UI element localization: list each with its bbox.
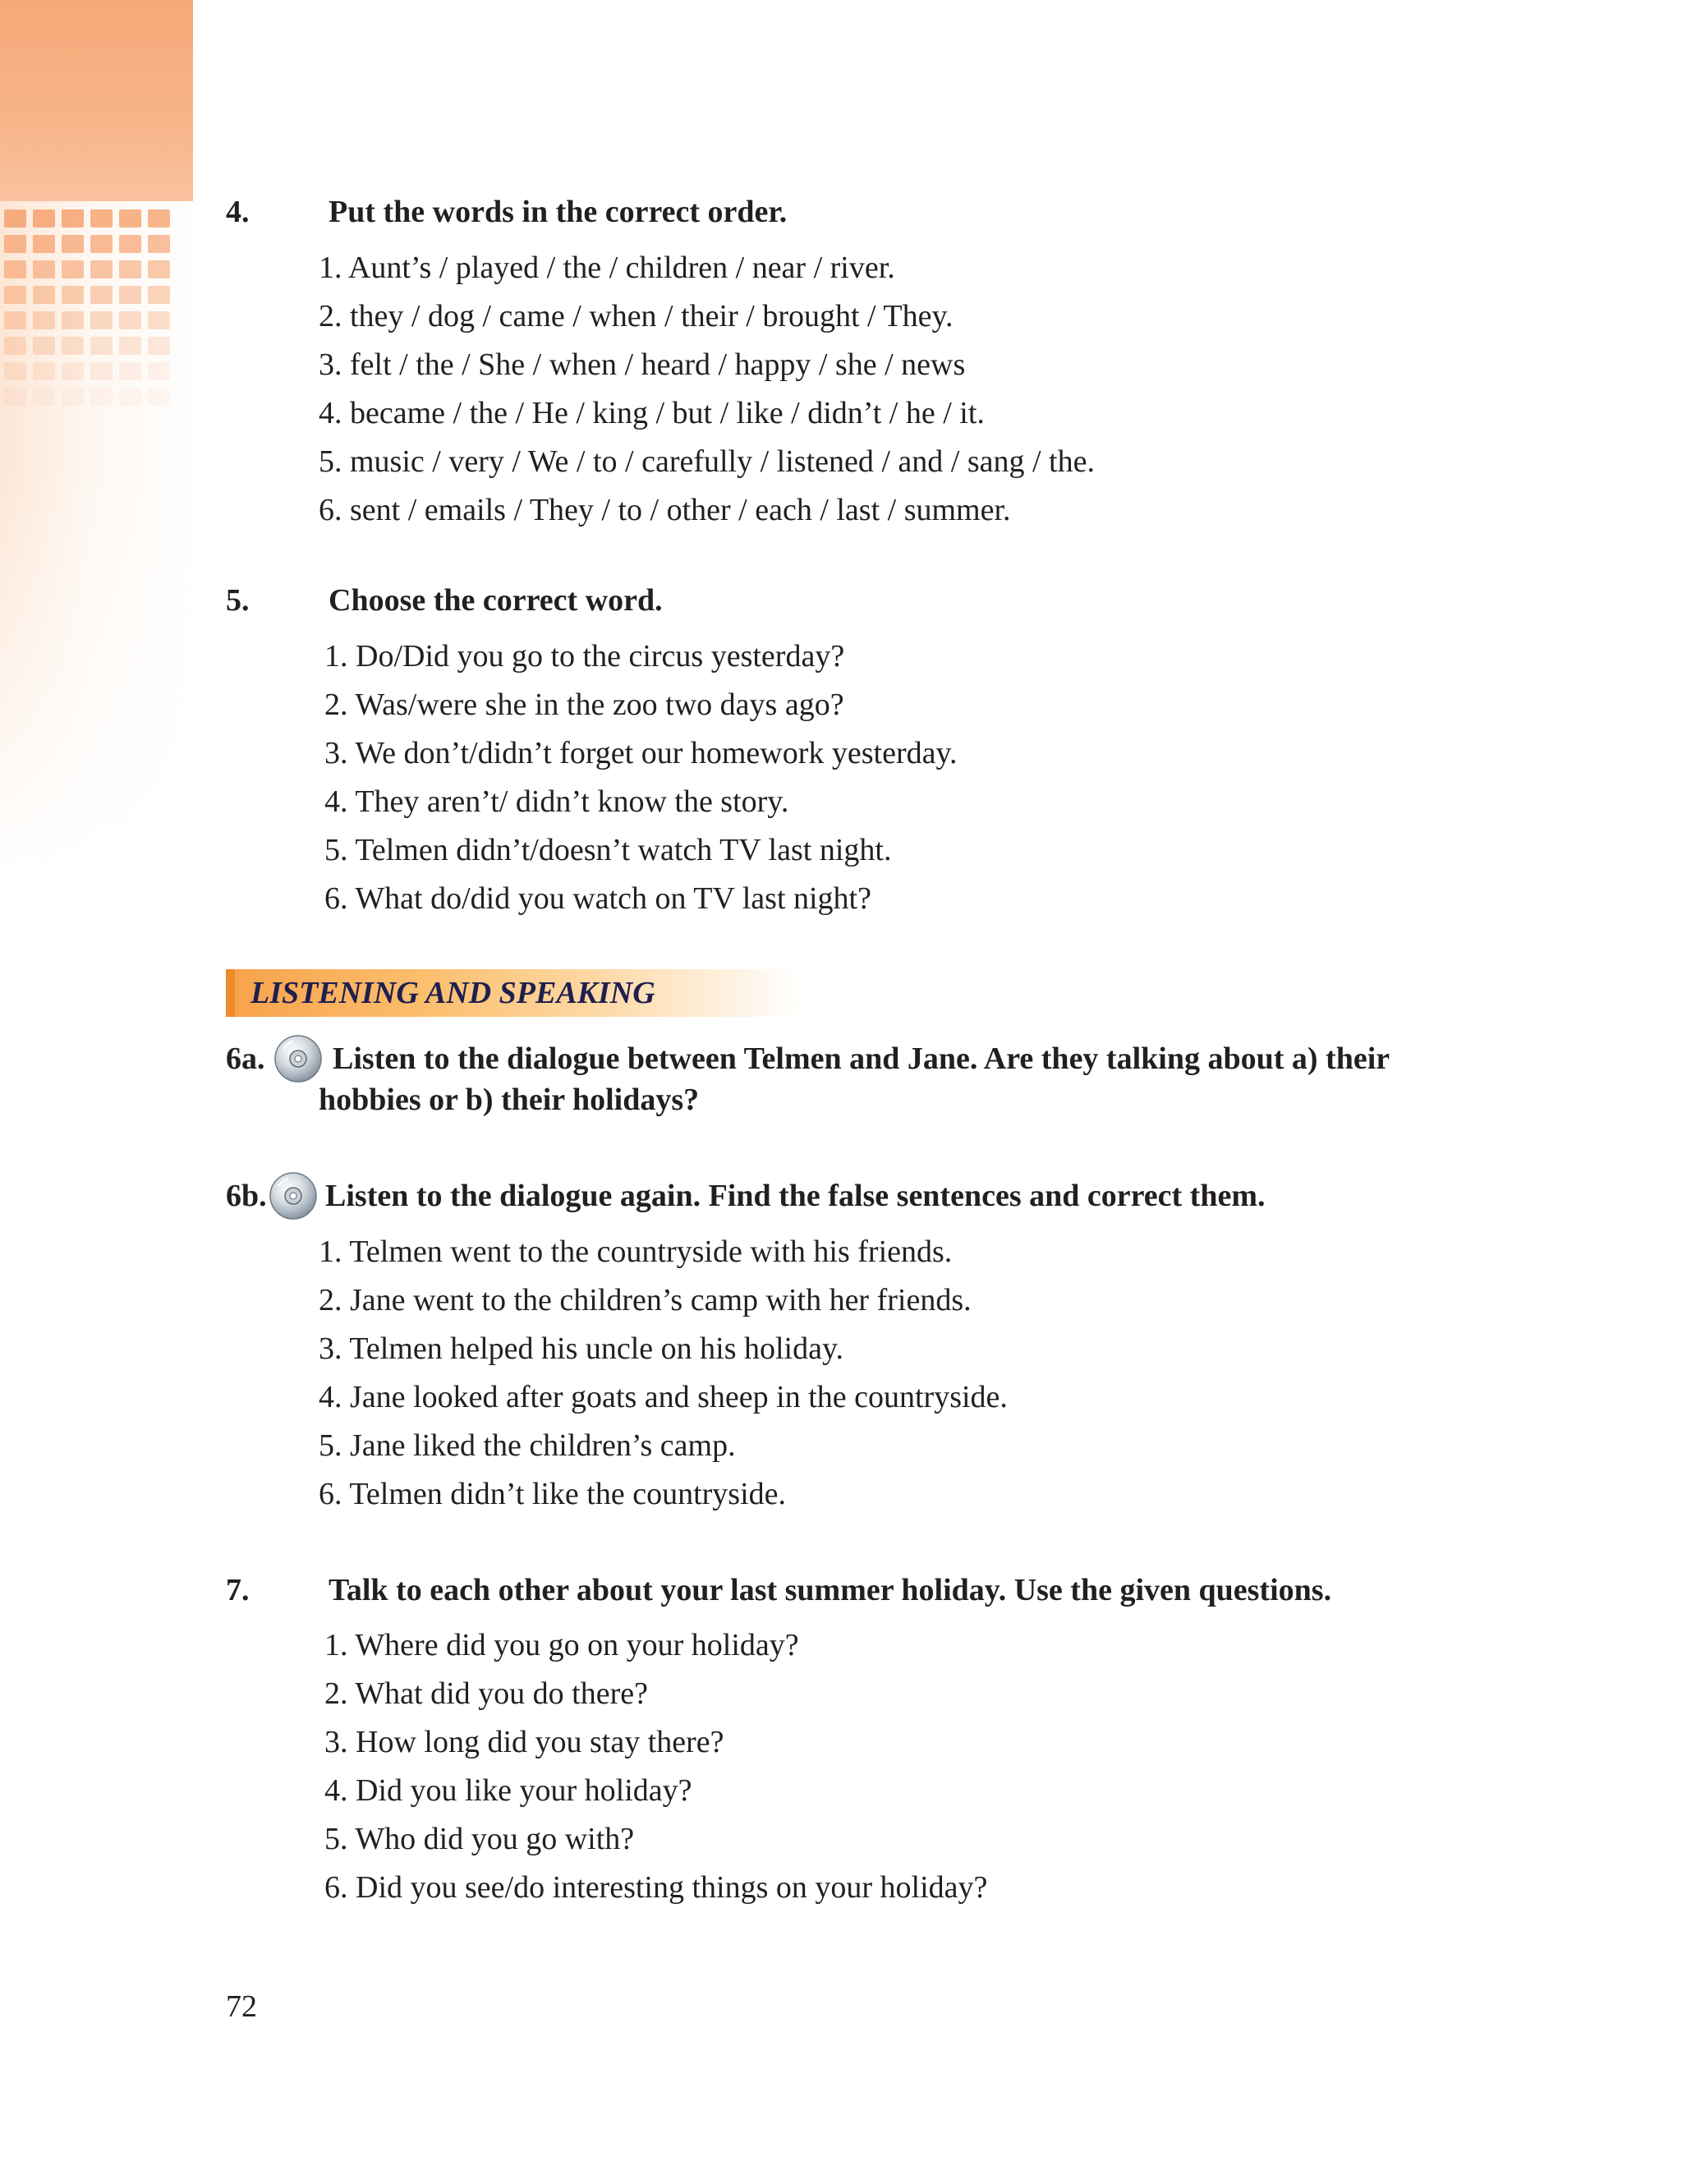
section-title: LISTENING AND SPEAKING: [250, 976, 655, 1010]
pattern-square: [4, 362, 26, 380]
pattern-square: [148, 337, 170, 355]
pattern-square: [90, 286, 113, 304]
list-item: 3. Telmen helped his uncle on his holiday.: [319, 1331, 844, 1366]
list-item: 6. Telmen didn’t like the countryside.: [319, 1477, 786, 1511]
pattern-square: [148, 260, 170, 278]
cd-icon[interactable]: [269, 1171, 318, 1221]
list-item: 5. Jane liked the children’s camp.: [319, 1428, 736, 1463]
exercise-instruction: Choose the correct word.: [329, 583, 663, 618]
pattern-square: [33, 209, 55, 228]
pattern-square: [148, 362, 170, 380]
section-banner: [226, 969, 801, 1017]
pattern-square: [4, 260, 26, 278]
pattern-square: [90, 362, 113, 380]
pattern-square: [119, 337, 141, 355]
pattern-square: [33, 260, 55, 278]
pattern-square: [119, 388, 141, 406]
list-item: 6. Did you see/do interesting things on your holiday?: [324, 1870, 988, 1905]
list-item: 6. sent / emails / They / to / other / each / last / summer.: [319, 493, 1011, 527]
exercise-number: 4.: [226, 195, 250, 229]
pattern-square: [4, 235, 26, 253]
list-item: 5. Telmen didn’t/doesn’t watch TV last night.: [324, 833, 892, 867]
pattern-square: [33, 235, 55, 253]
list-item: 1. Telmen went to the countryside with his friends.: [319, 1235, 953, 1269]
pattern-square: [119, 286, 141, 304]
pattern-square: [33, 286, 55, 304]
list-item: 2. What did you do there?: [324, 1676, 648, 1711]
list-item: 4. They aren’t/ didn’t know the story.: [324, 784, 789, 819]
exercise-number: 6a.: [226, 1041, 265, 1076]
cd-icon[interactable]: [273, 1034, 323, 1083]
pattern-square: [119, 209, 141, 228]
pattern-square: [148, 235, 170, 253]
pattern-square: [90, 311, 113, 329]
list-item: 3. We don’t/didn’t forget our homework yesterday.: [324, 736, 958, 770]
pattern-square: [119, 260, 141, 278]
pattern-square: [62, 388, 84, 406]
pattern-square: [62, 260, 84, 278]
list-item: 6. What do/did you watch on TV last night?: [324, 881, 871, 916]
pattern-square: [62, 235, 84, 253]
exercise-instruction-continued: hobbies or b) their holidays?: [319, 1083, 700, 1117]
pattern-square: [148, 286, 170, 304]
exercise-number: 5.: [226, 583, 250, 618]
list-item: 1. Do/Did you go to the circus yesterday?: [324, 639, 845, 674]
banner-accent-bar: [226, 969, 235, 1017]
exercise-number: 6b.: [226, 1179, 267, 1213]
pattern-square: [119, 311, 141, 329]
exercise-instruction: Put the words in the correct order.: [329, 195, 788, 229]
list-item: 4. Jane looked after goats and sheep in the countryside.: [319, 1380, 1008, 1414]
exercise-number: 7.: [226, 1573, 250, 1607]
pattern-square: [90, 388, 113, 406]
pattern-square: [148, 311, 170, 329]
exercise-instruction: Listen to the dialogue again. Find the false sentences and correct them.: [325, 1179, 1266, 1213]
pattern-square: [4, 388, 26, 406]
list-item: 4. became / the / He / king / but / like / didn’t / he / it.: [319, 396, 985, 430]
list-item: 1. Aunt’s / played / the / children / near / river.: [319, 251, 895, 285]
pattern-square: [33, 311, 55, 329]
pattern-square: [90, 337, 113, 355]
list-item: 3. How long did you stay there?: [324, 1725, 724, 1759]
pattern-square: [119, 362, 141, 380]
exercise-instruction: Listen to the dialogue between Telmen and Jane. Are they talking about a) their: [333, 1041, 1390, 1076]
exercise-instruction: Talk to each other about your last summer holiday. Use the given questions.: [329, 1573, 1332, 1607]
pattern-square: [62, 362, 84, 380]
pattern-square: [62, 286, 84, 304]
pattern-square: [62, 311, 84, 329]
list-item: 2. Jane went to the children’s camp with her friends.: [319, 1283, 972, 1317]
pattern-square: [148, 209, 170, 228]
list-item: 5. Who did you go with?: [324, 1822, 635, 1856]
pattern-square: [90, 209, 113, 228]
list-item: 2. Was/were she in the zoo two days ago?: [324, 687, 844, 722]
pattern-square: [33, 362, 55, 380]
pattern-square: [90, 235, 113, 253]
pattern-square: [4, 337, 26, 355]
page-number: 72: [226, 1989, 257, 2024]
list-item: 5. music / very / We / to / carefully / listened / and / sang / the.: [319, 444, 1095, 479]
pattern-square: [62, 337, 84, 355]
list-item: 4. Did you like your holiday?: [324, 1773, 692, 1808]
pattern-square: [90, 260, 113, 278]
pattern-square: [4, 209, 26, 228]
pattern-square: [33, 337, 55, 355]
pattern-square: [4, 311, 26, 329]
pattern-square: [62, 209, 84, 228]
list-item: 2. they / dog / came / when / their / brought / They.: [319, 299, 954, 333]
list-item: 1. Where did you go on your holiday?: [324, 1628, 799, 1662]
pattern-square: [148, 388, 170, 406]
pattern-square: [119, 235, 141, 253]
pattern-square: [4, 286, 26, 304]
pattern-square: [33, 388, 55, 406]
list-item: 3. felt / the / She / when / heard / happy / she / news: [319, 347, 966, 382]
corner-decoration: [0, 0, 193, 201]
